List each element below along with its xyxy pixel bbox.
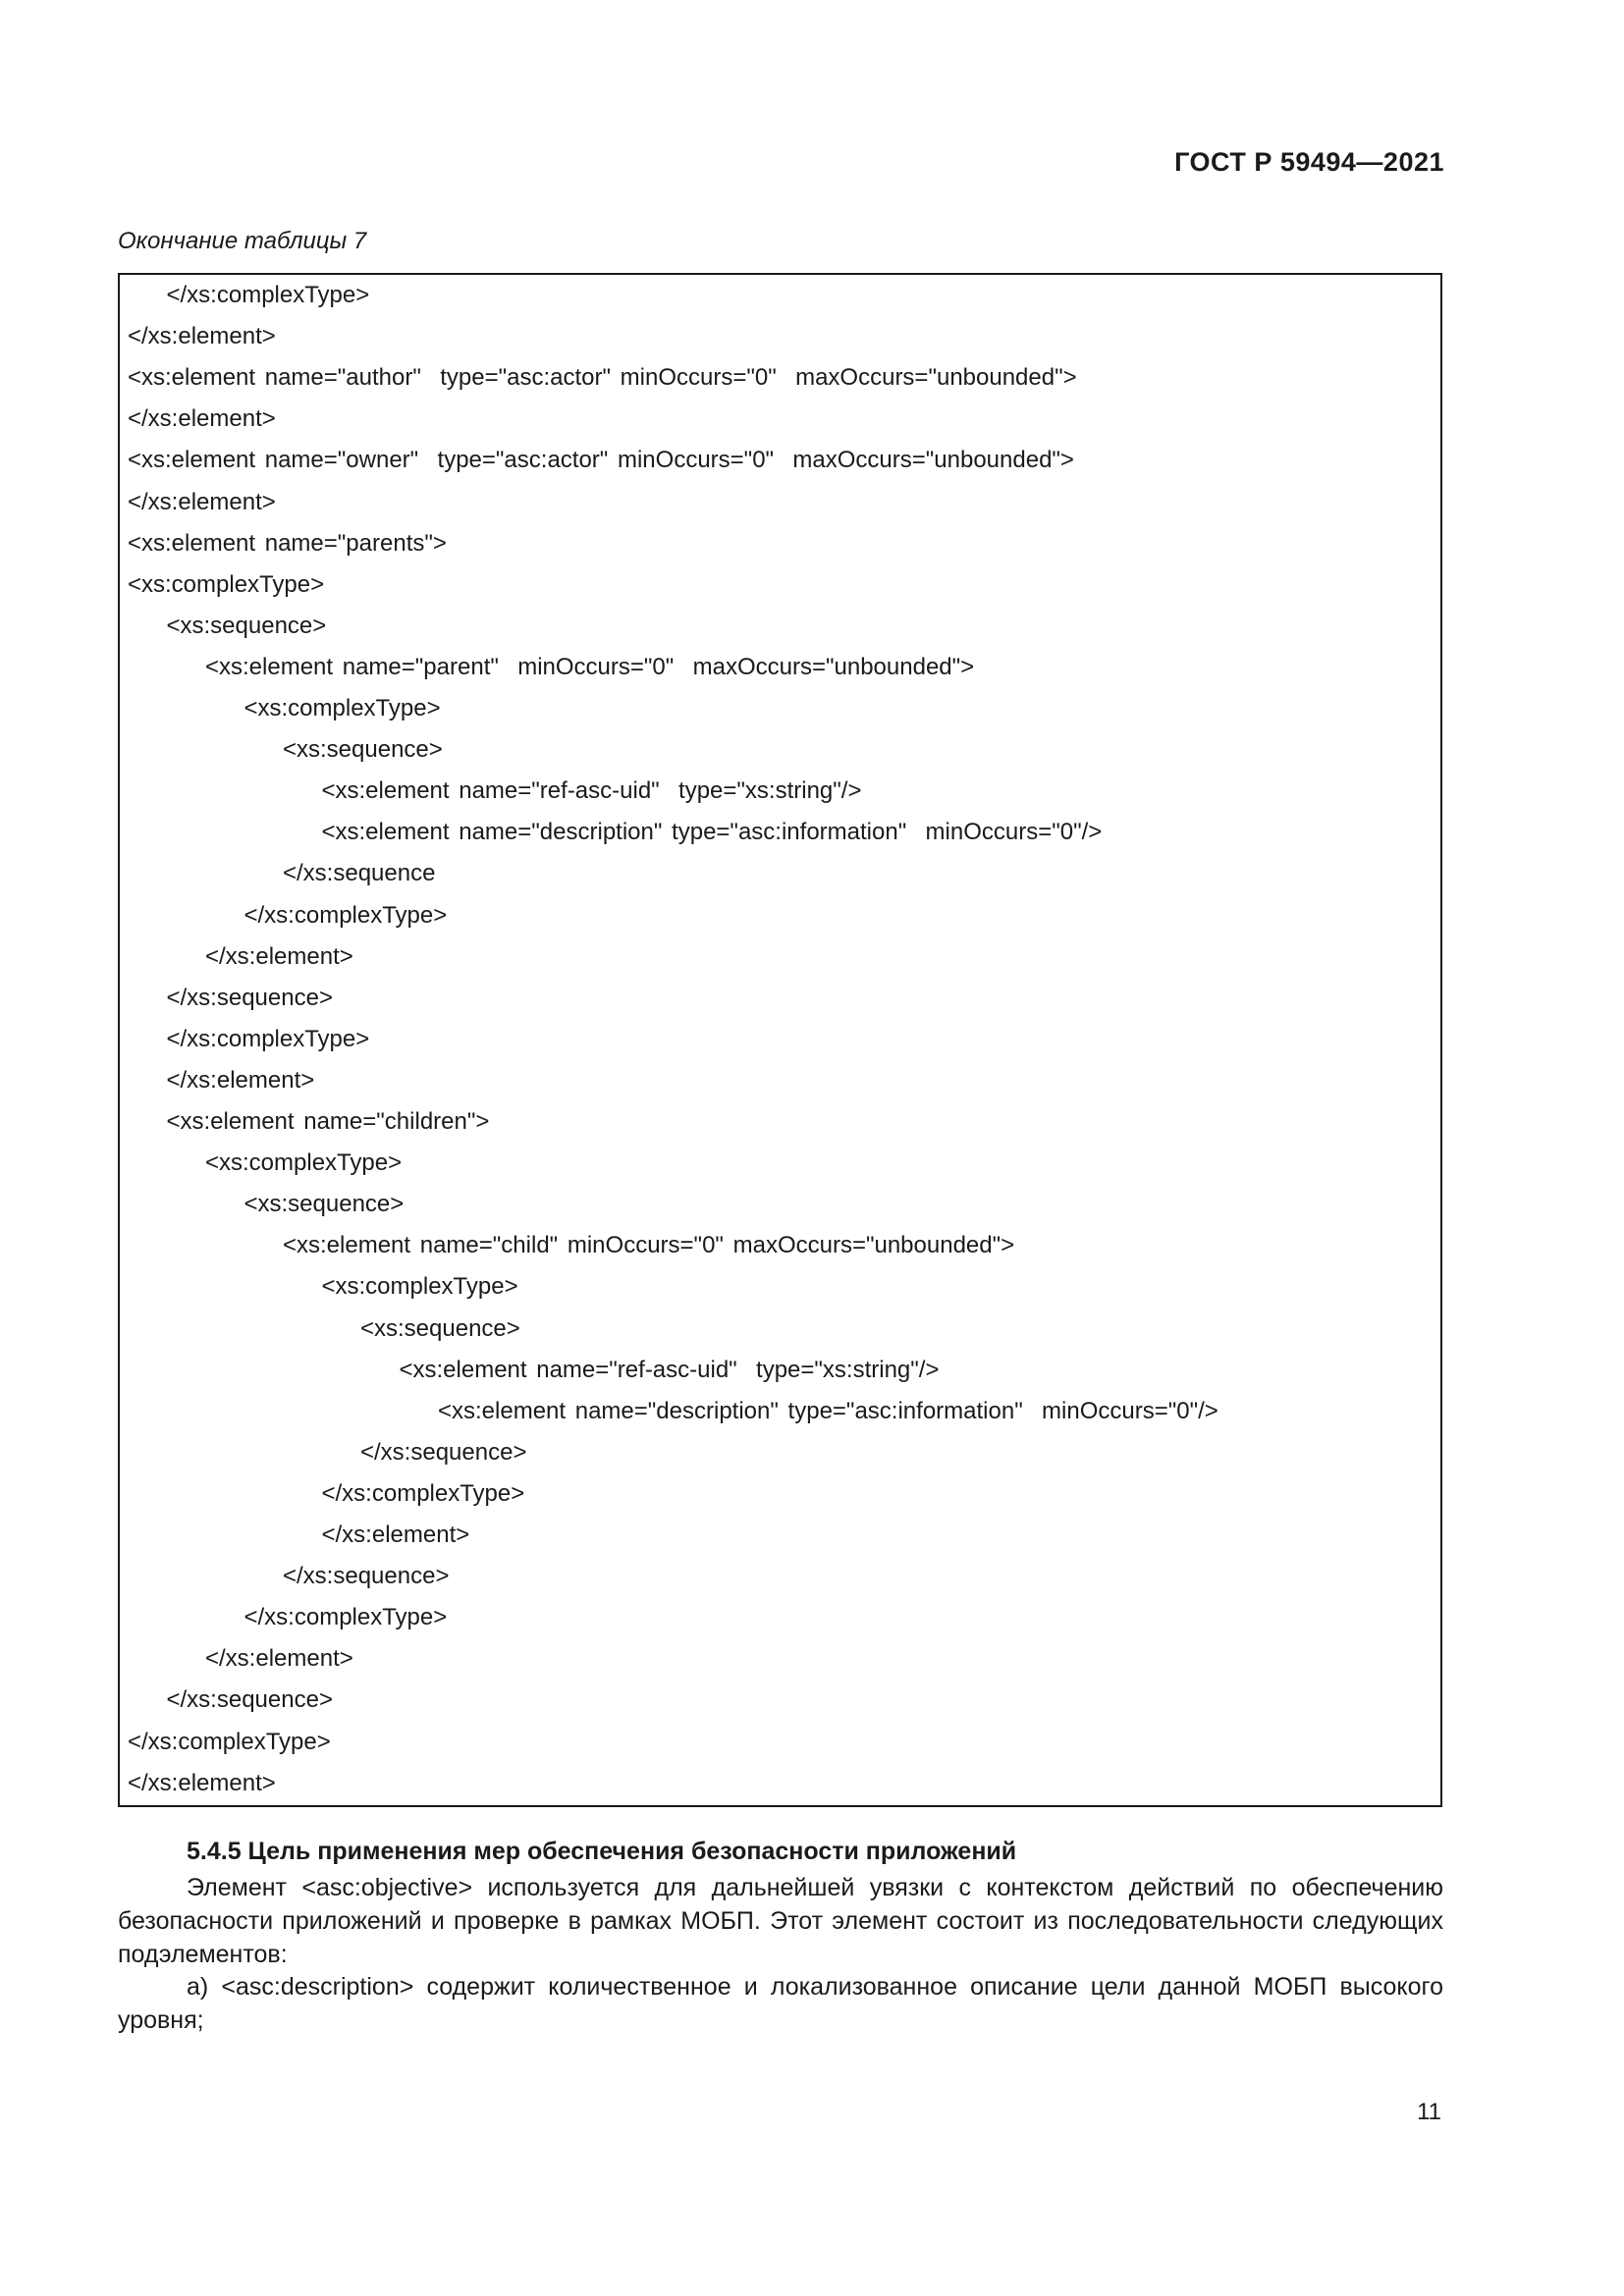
code-line: <xs:complexType>: [321, 1273, 518, 1301]
code-line: </xs:sequence>: [360, 1438, 527, 1466]
code-line: <xs:element name="parents">: [128, 529, 447, 557]
code-line: <xs:element name="child" minOccurs="0" maxOccurs="unbounded">: [283, 1232, 1015, 1259]
paragraph-objective: Элемент <asc:objective> используется для дальнейшей увязки с контекстом действий по обеспечению безопасности приложений и проверке в рамках МОБП. Этот элемент состоит из последовательности следующих подэлементов:: [118, 1874, 1443, 1968]
code-line: <xs:complexType>: [205, 1149, 403, 1177]
code-line: <xs:element name="description" type="asc:information" minOccurs="0"/>: [321, 819, 1103, 846]
code-line: <xs:sequence>: [360, 1314, 520, 1342]
code-line: <xs:sequence>: [283, 736, 443, 764]
code-line: </xs:element>: [205, 1645, 353, 1673]
code-line: <xs:sequence>: [244, 1191, 405, 1218]
list-item-description: а) <asc:description> содержит количественное и локализованное описание цели данной МОБП высокого уровня;: [118, 1973, 1443, 2034]
code-line: </xs:complexType>: [166, 282, 370, 308]
code-line: </xs:complexType>: [321, 1479, 525, 1507]
code-line: </xs:complexType>: [128, 1728, 331, 1755]
code-line: <xs:element name="parent" minOccurs="0" maxOccurs="unbounded">: [205, 653, 975, 680]
code-line: </xs:sequence>: [166, 984, 333, 1011]
code-line: <xs:element name="description" type="asc:information" minOccurs="0"/>: [438, 1397, 1218, 1424]
code-line: </xs:element>: [128, 1769, 276, 1796]
document-code: ГОСТ Р 59494—2021: [1174, 147, 1444, 177]
code-line: </xs:complexType>: [166, 1025, 370, 1052]
code-line: <xs:element name="author" type="asc:actor" minOccurs="0" maxOccurs="unbounded">: [128, 364, 1077, 392]
section-heading: 5.4.5 Цель применения мер обеспечения безопасности приложений: [187, 1838, 1017, 1865]
xml-schema-table: [118, 273, 1442, 1807]
code-line: <xs:element name="ref-asc-uid" type="xs:string"/>: [399, 1356, 940, 1383]
code-line: </xs:element>: [166, 1066, 315, 1094]
code-line: </xs:element>: [205, 942, 353, 970]
code-line: <xs:sequence>: [166, 612, 327, 639]
table-caption: Окончание таблицы 7: [118, 228, 367, 254]
code-line: <xs:element name="children">: [166, 1108, 490, 1135]
code-line: </xs:element>: [128, 323, 276, 350]
code-line: </xs:sequence>: [283, 1563, 450, 1590]
code-line: </xs:sequence>: [166, 1686, 333, 1714]
code-line: <xs:element name="ref-asc-uid" type="xs:string"/>: [321, 777, 862, 805]
code-line: <xs:complexType>: [128, 570, 325, 598]
code-line: </xs:complexType>: [244, 1604, 448, 1631]
page-number: 11: [1417, 2099, 1441, 2125]
code-line: <xs:element name="owner" type="asc:actor" minOccurs="0" maxOccurs="unbounded">: [128, 447, 1074, 474]
code-line: <xs:complexType>: [244, 695, 441, 721]
code-line: </xs:complexType>: [244, 901, 448, 929]
code-line: </xs:element>: [128, 488, 276, 515]
code-line: </xs:sequence: [283, 860, 436, 887]
code-line: </xs:element>: [128, 405, 276, 433]
code-line: </xs:element>: [321, 1522, 470, 1548]
